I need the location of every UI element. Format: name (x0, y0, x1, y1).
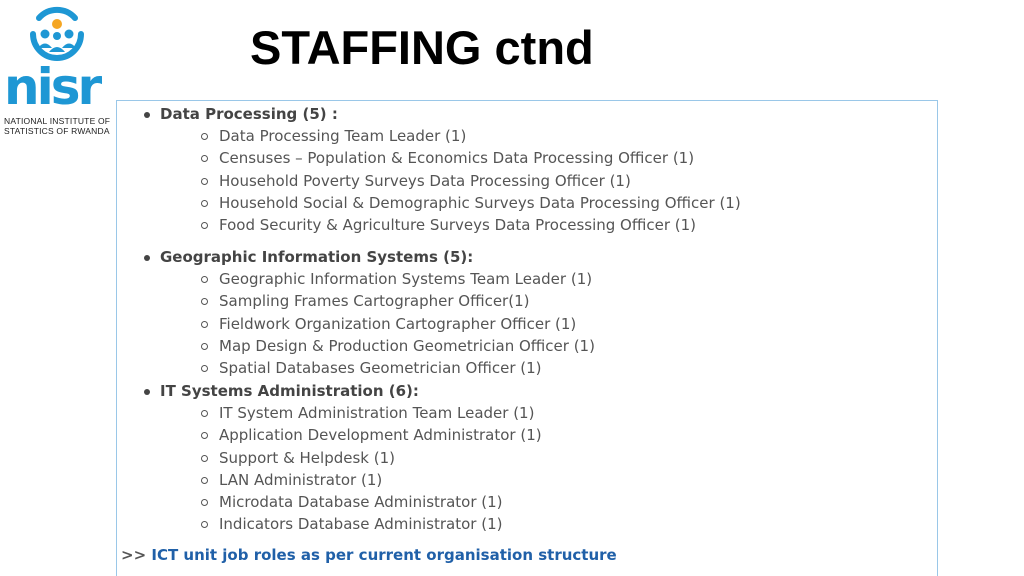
role-text: Indicators Database Administrator (1) (219, 515, 503, 534)
circle-bullet-icon (201, 477, 208, 484)
role-text: LAN Administrator (1) (219, 470, 383, 489)
nisr-logo (0, 0, 118, 140)
bullet-icon (144, 255, 150, 261)
circle-bullet-icon (201, 521, 208, 528)
role-text: IT System Administration Team Leader (1) (219, 404, 535, 422)
bullet-icon (144, 112, 150, 118)
role-text: Geographic Information Systems Team Leader (1) (219, 270, 593, 288)
list-item (219, 215, 741, 237)
circle-bullet-icon (201, 155, 208, 162)
role-text: Censuses – Population & Economics Data Processing Officer (1) (219, 149, 695, 168)
list-item (219, 269, 595, 291)
list-item (219, 291, 595, 313)
list-item (219, 171, 741, 193)
list-item (219, 148, 741, 170)
logo-subtitle-line-1: NATIONAL INSTITUTE OF (4, 116, 111, 126)
section-heading (160, 247, 473, 267)
section-heading (160, 381, 419, 401)
people-circle-logo-icon (25, 4, 89, 64)
role-text: Fieldwork Organization Cartographer Officer (1) (219, 314, 577, 333)
footer-prefix: >> (121, 546, 152, 564)
role-text: Map Design & Production Geometrician Officer (1) (219, 336, 595, 355)
content-panel (116, 100, 938, 576)
list-item (219, 126, 741, 148)
list-item (219, 514, 542, 536)
list-item (219, 470, 542, 492)
circle-bullet-icon (201, 222, 208, 229)
bullet-icon (144, 389, 150, 395)
role-text: Data Processing Team Leader (1) (219, 127, 467, 145)
logo-wordmark: nisr (4, 58, 100, 116)
logo-subtitle (4, 116, 110, 136)
circle-bullet-icon (201, 276, 208, 283)
circle-bullet-icon (201, 343, 208, 350)
circle-bullet-icon (201, 298, 208, 305)
role-text: Microdata Database Administrator (1) (219, 493, 503, 512)
section-heading-text: Data Processing (5) : (160, 105, 338, 123)
list-item (219, 403, 542, 425)
list-item (219, 314, 595, 336)
role-text: Food Security & Agriculture Surveys Data Processing Officer (1) (219, 216, 697, 235)
role-list (219, 269, 595, 380)
circle-bullet-icon (201, 499, 208, 506)
circle-bullet-icon (201, 455, 208, 462)
list-item (219, 425, 542, 447)
section-heading (160, 104, 338, 124)
role-text: Application Development Administrator (1) (219, 426, 542, 445)
footer-reference (121, 545, 617, 565)
section-heading-text: IT Systems Administration (6): (160, 382, 419, 400)
list-item (219, 358, 595, 380)
circle-bullet-icon (201, 200, 208, 207)
role-list (219, 126, 741, 237)
circle-bullet-icon (201, 410, 208, 417)
section-heading-text: Geographic Information Systems (5): (160, 248, 474, 266)
circle-bullet-icon (201, 365, 208, 372)
role-text: Household Social & Demographic Surveys Data Processing Officer (1) (219, 193, 741, 212)
circle-bullet-icon (201, 321, 208, 328)
logo-subtitle-line-2: STATISTICS OF RWANDA (4, 126, 110, 136)
footer-link[interactable]: ICT unit job roles as per current organisation structure (151, 546, 617, 564)
list-item (219, 492, 542, 514)
list-item (219, 336, 595, 358)
circle-bullet-icon (201, 133, 208, 140)
role-list (219, 403, 542, 537)
role-text: Household Poverty Surveys Data Processing Officer (1) (219, 171, 631, 190)
circle-bullet-icon (201, 432, 208, 439)
role-text: Sampling Frames Cartographer Officer(1) (219, 292, 530, 311)
slide-title: STAFFING ctnd (250, 21, 594, 74)
role-text: Support & Helpdesk (1) (219, 448, 395, 467)
circle-bullet-icon (201, 178, 208, 185)
list-item (219, 193, 741, 215)
list-item (219, 448, 542, 470)
role-text: Spatial Databases Geometrician Officer (1) (219, 359, 542, 378)
